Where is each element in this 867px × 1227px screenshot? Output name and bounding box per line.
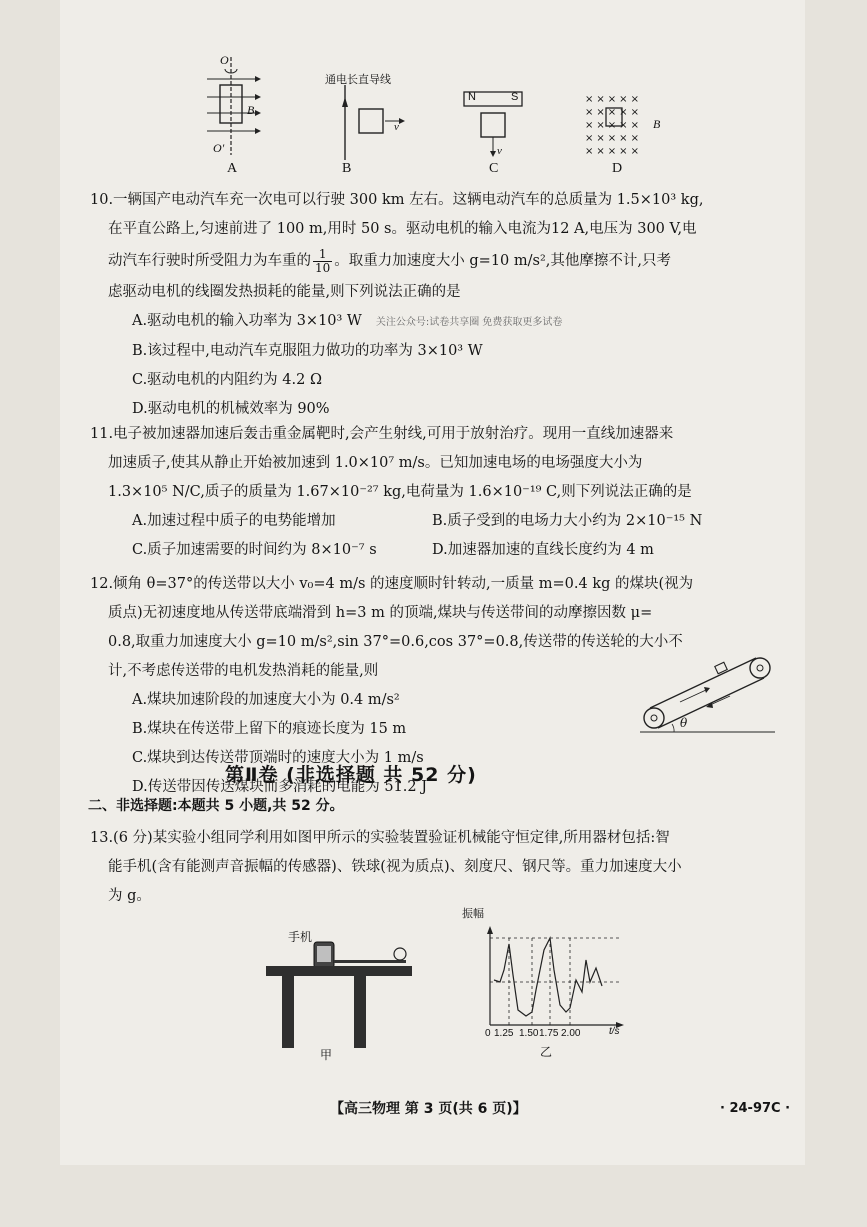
- figure-d-cross: ×: [596, 94, 608, 105]
- q11-line2: 加速质子,使其从静止开始被加速到 1.0×10⁷ m/s。已知加速电场的电场强度大小为: [108, 455, 643, 471]
- figure-d-cross: ×: [607, 133, 620, 144]
- figure-d-cross: ×: [596, 146, 608, 157]
- figure-d-cross: ×: [619, 94, 631, 105]
- figure-yi-tick: 1.25: [494, 1028, 514, 1039]
- q11-line3: 1.3×10⁵ N/C,质子的质量为 1.67×10⁻²⁷ kg,电荷量为 1.6×10⁻¹⁹ C,则下列说法正确的是: [108, 484, 692, 500]
- figure-d-field: B: [653, 117, 661, 131]
- figure-yi-amplitude-plot: [470, 920, 630, 1035]
- figure-yi-tick: 1.50: [519, 1028, 539, 1039]
- q13-line3: 为 g。: [108, 888, 151, 904]
- q10-line1: 10.一辆国产电动汽车充一次电可以行驶 300 km 左右。这辆电动汽车的总质量为 1.5×10³ kg,: [90, 192, 704, 208]
- figure-c-velocity: v: [497, 145, 502, 157]
- figure-d-cross: ×: [630, 133, 642, 144]
- figure-b-velocity: v: [394, 121, 399, 133]
- q11-option-c: C.质子加速需要的时间约为 8×10⁻⁷ s: [132, 542, 377, 558]
- figure-b-wire-caption: 通电长直导线: [325, 74, 391, 86]
- q10-line3: [108, 244, 780, 278]
- q11-options-row1: [100, 507, 780, 536]
- question-13: [90, 824, 780, 911]
- figure-yi-tick: 1.75: [539, 1028, 559, 1039]
- q10-option-c: C.驱动电机的内阻约为 4.2 Ω: [132, 372, 322, 388]
- figure-d-label: D: [612, 161, 623, 176]
- q10-line3-end: 。取重力加速度大小 g=10 m/s²,其他摩擦不计,只考: [334, 253, 671, 269]
- figure-b-label: B: [342, 161, 352, 176]
- figure-d-cross: ×: [596, 120, 608, 131]
- q11-option-b: B.质子受到的电场力大小约为 2×10⁻¹⁵ N: [432, 513, 703, 529]
- paper-code: · 24-97C ·: [720, 1101, 791, 1116]
- q12-option-d: D.传送带因传送煤块而多消耗的电能为 51.2 J: [132, 779, 428, 795]
- q12-line2: 质点)无初速度地从传送带底端滑到 h=3 m 的顶端,煤块与传送带间的动摩擦因数 μ=: [108, 605, 653, 621]
- figure-d-cross: ×: [630, 94, 642, 105]
- conveyor-theta-label: θ: [680, 716, 688, 730]
- figure-d-cross: ×: [619, 107, 631, 118]
- figure-a-field: B: [247, 103, 255, 117]
- q10-fraction: [313, 248, 332, 275]
- q10-line2: 在平直公路上,匀速前进了 100 m,用时 50 s。驱动电机的输入电流为12 A,电压为 300 V,电: [108, 221, 697, 237]
- figure-a-rotating-coil: [205, 55, 265, 155]
- question-11: [90, 420, 780, 565]
- figure-d-cross: ×: [585, 146, 597, 157]
- figure-jia-label: 甲: [320, 1048, 333, 1062]
- figure-a-label: A: [227, 161, 238, 176]
- figure-d-row: [585, 132, 647, 145]
- q12-option-a: A.煤块加速阶段的加速度大小为 0.4 m/s²: [132, 692, 400, 708]
- q10-fraction-denominator: 10: [315, 260, 331, 275]
- figure-yi-tick: 2.00: [561, 1028, 581, 1039]
- figure-d-cross: ×: [585, 94, 597, 105]
- figure-d-row: [585, 93, 647, 106]
- figure-row-abcd: [205, 55, 675, 185]
- figure-d-cross: ×: [607, 94, 620, 105]
- figure-a-axis-bottom: O′: [213, 141, 225, 155]
- figure-d-cross: ×: [596, 133, 608, 144]
- figure-d-cross: ×: [619, 133, 631, 144]
- q12-line1: 12.倾角 θ=37°的传送带以大小 v₀=4 m/s 的速度顺时针转动,一质量 m=0.4 kg 的煤块(视为: [90, 576, 694, 592]
- figure-yi-tick: 0: [485, 1028, 491, 1039]
- q10-line3-start: 动汽车行驶时所受阻力为车重的: [108, 253, 311, 269]
- figure-d-cross: ×: [607, 146, 620, 157]
- figure-d-cross: ×: [630, 120, 642, 131]
- q13-line2: 能手机(含有能测声音振幅的传感器)、铁球(视为质点)、刻度尺、钢尺等。重力加速度大小: [108, 859, 682, 875]
- figure-d-cross: ×: [619, 146, 631, 157]
- q10-option-a-text: A.驱动电机的输入功率为 3×10³ W: [132, 313, 362, 329]
- q11-option-d: D.加速器加速的直线长度约为 4 m: [432, 542, 654, 558]
- figure-yi-xlabel: t/s: [609, 1026, 620, 1037]
- figure-d-cross: ×: [585, 120, 597, 131]
- figure-d-cross: ×: [585, 133, 597, 144]
- watermark-text: 关注公众号:试卷共享圈 免费获取更多试卷: [375, 317, 563, 328]
- q12-line4: 计,不考虑传送带的电机发热消耗的能量,则: [108, 663, 379, 679]
- q10-line4: 虑驱动电机的线圈发热损耗的能量,则下列说法正确的是: [108, 284, 461, 300]
- q10-option-b: B.该过程中,电动汽车克服阻力做功的功率为 3×10³ W: [132, 343, 483, 359]
- figure-yi-ylabel: 振幅: [462, 907, 484, 920]
- figure-d-cross: ×: [596, 107, 608, 118]
- conveyor-belt-figure: [640, 650, 775, 740]
- figure-c-label: C: [489, 161, 499, 176]
- figure-d-cross: ×: [607, 107, 620, 118]
- q10-option-a: [100, 307, 780, 337]
- q11-line1: 11.电子被加速器加速后轰击重金属靶时,会产生射线,可用于放射治疗。现用一直线加速器来: [90, 426, 674, 442]
- figure-d-loop: [605, 107, 625, 129]
- figure-jia-phone-label: 手机: [288, 930, 313, 944]
- section-2-intro: 二、非选择题:本题共 5 小题,共 52 分。: [88, 798, 344, 814]
- q10-option-d: D.驱动电机的机械效率为 90%: [132, 401, 330, 417]
- figure-d-row: [585, 145, 647, 158]
- q11-options-row2: [100, 536, 780, 565]
- q12-option-c: C.煤块到达传送带顶端时的速度大小为 1 m/s: [132, 750, 424, 766]
- q13-line1: 13.(6 分)某实验小组同学利用如图甲所示的实验装置验证机械能守恒定律,所用器材包括:智: [90, 830, 670, 846]
- figure-d-cross: ×: [619, 120, 631, 131]
- figure-b-wire-loop: [335, 85, 415, 160]
- figure-jia-table-setup: [262, 940, 422, 1050]
- q11-option-a: A.加速过程中质子的电势能增加: [132, 513, 336, 529]
- figure-d-cross: ×: [630, 107, 642, 118]
- figure-c-magnet-s: S: [511, 91, 519, 103]
- figure-d-cross: ×: [585, 107, 597, 118]
- figure-c-magnet-n: N: [468, 91, 476, 103]
- q12-option-b: B.煤块在传送带上留下的痕迹长度为 15 m: [132, 721, 407, 737]
- figure-yi-label: 乙: [540, 1045, 553, 1059]
- figure-d-cross: ×: [630, 146, 642, 157]
- figure-d-cross: ×: [607, 120, 620, 131]
- q10-fraction-numerator: 1: [313, 248, 332, 262]
- question-10: [90, 186, 780, 424]
- figure-a-axis-top: O: [220, 53, 229, 67]
- q12-line3: 0.8,取重力加速度大小 g=10 m/s²,sin 37°=0.6,cos 37°=0.8,传送带的传送轮的大小不: [108, 634, 683, 650]
- page-footer: 【高三物理 第 3 页(共 6 页)】: [330, 1101, 527, 1117]
- section-2-title: 第Ⅱ卷 (非选择题 共 52 分): [225, 764, 477, 786]
